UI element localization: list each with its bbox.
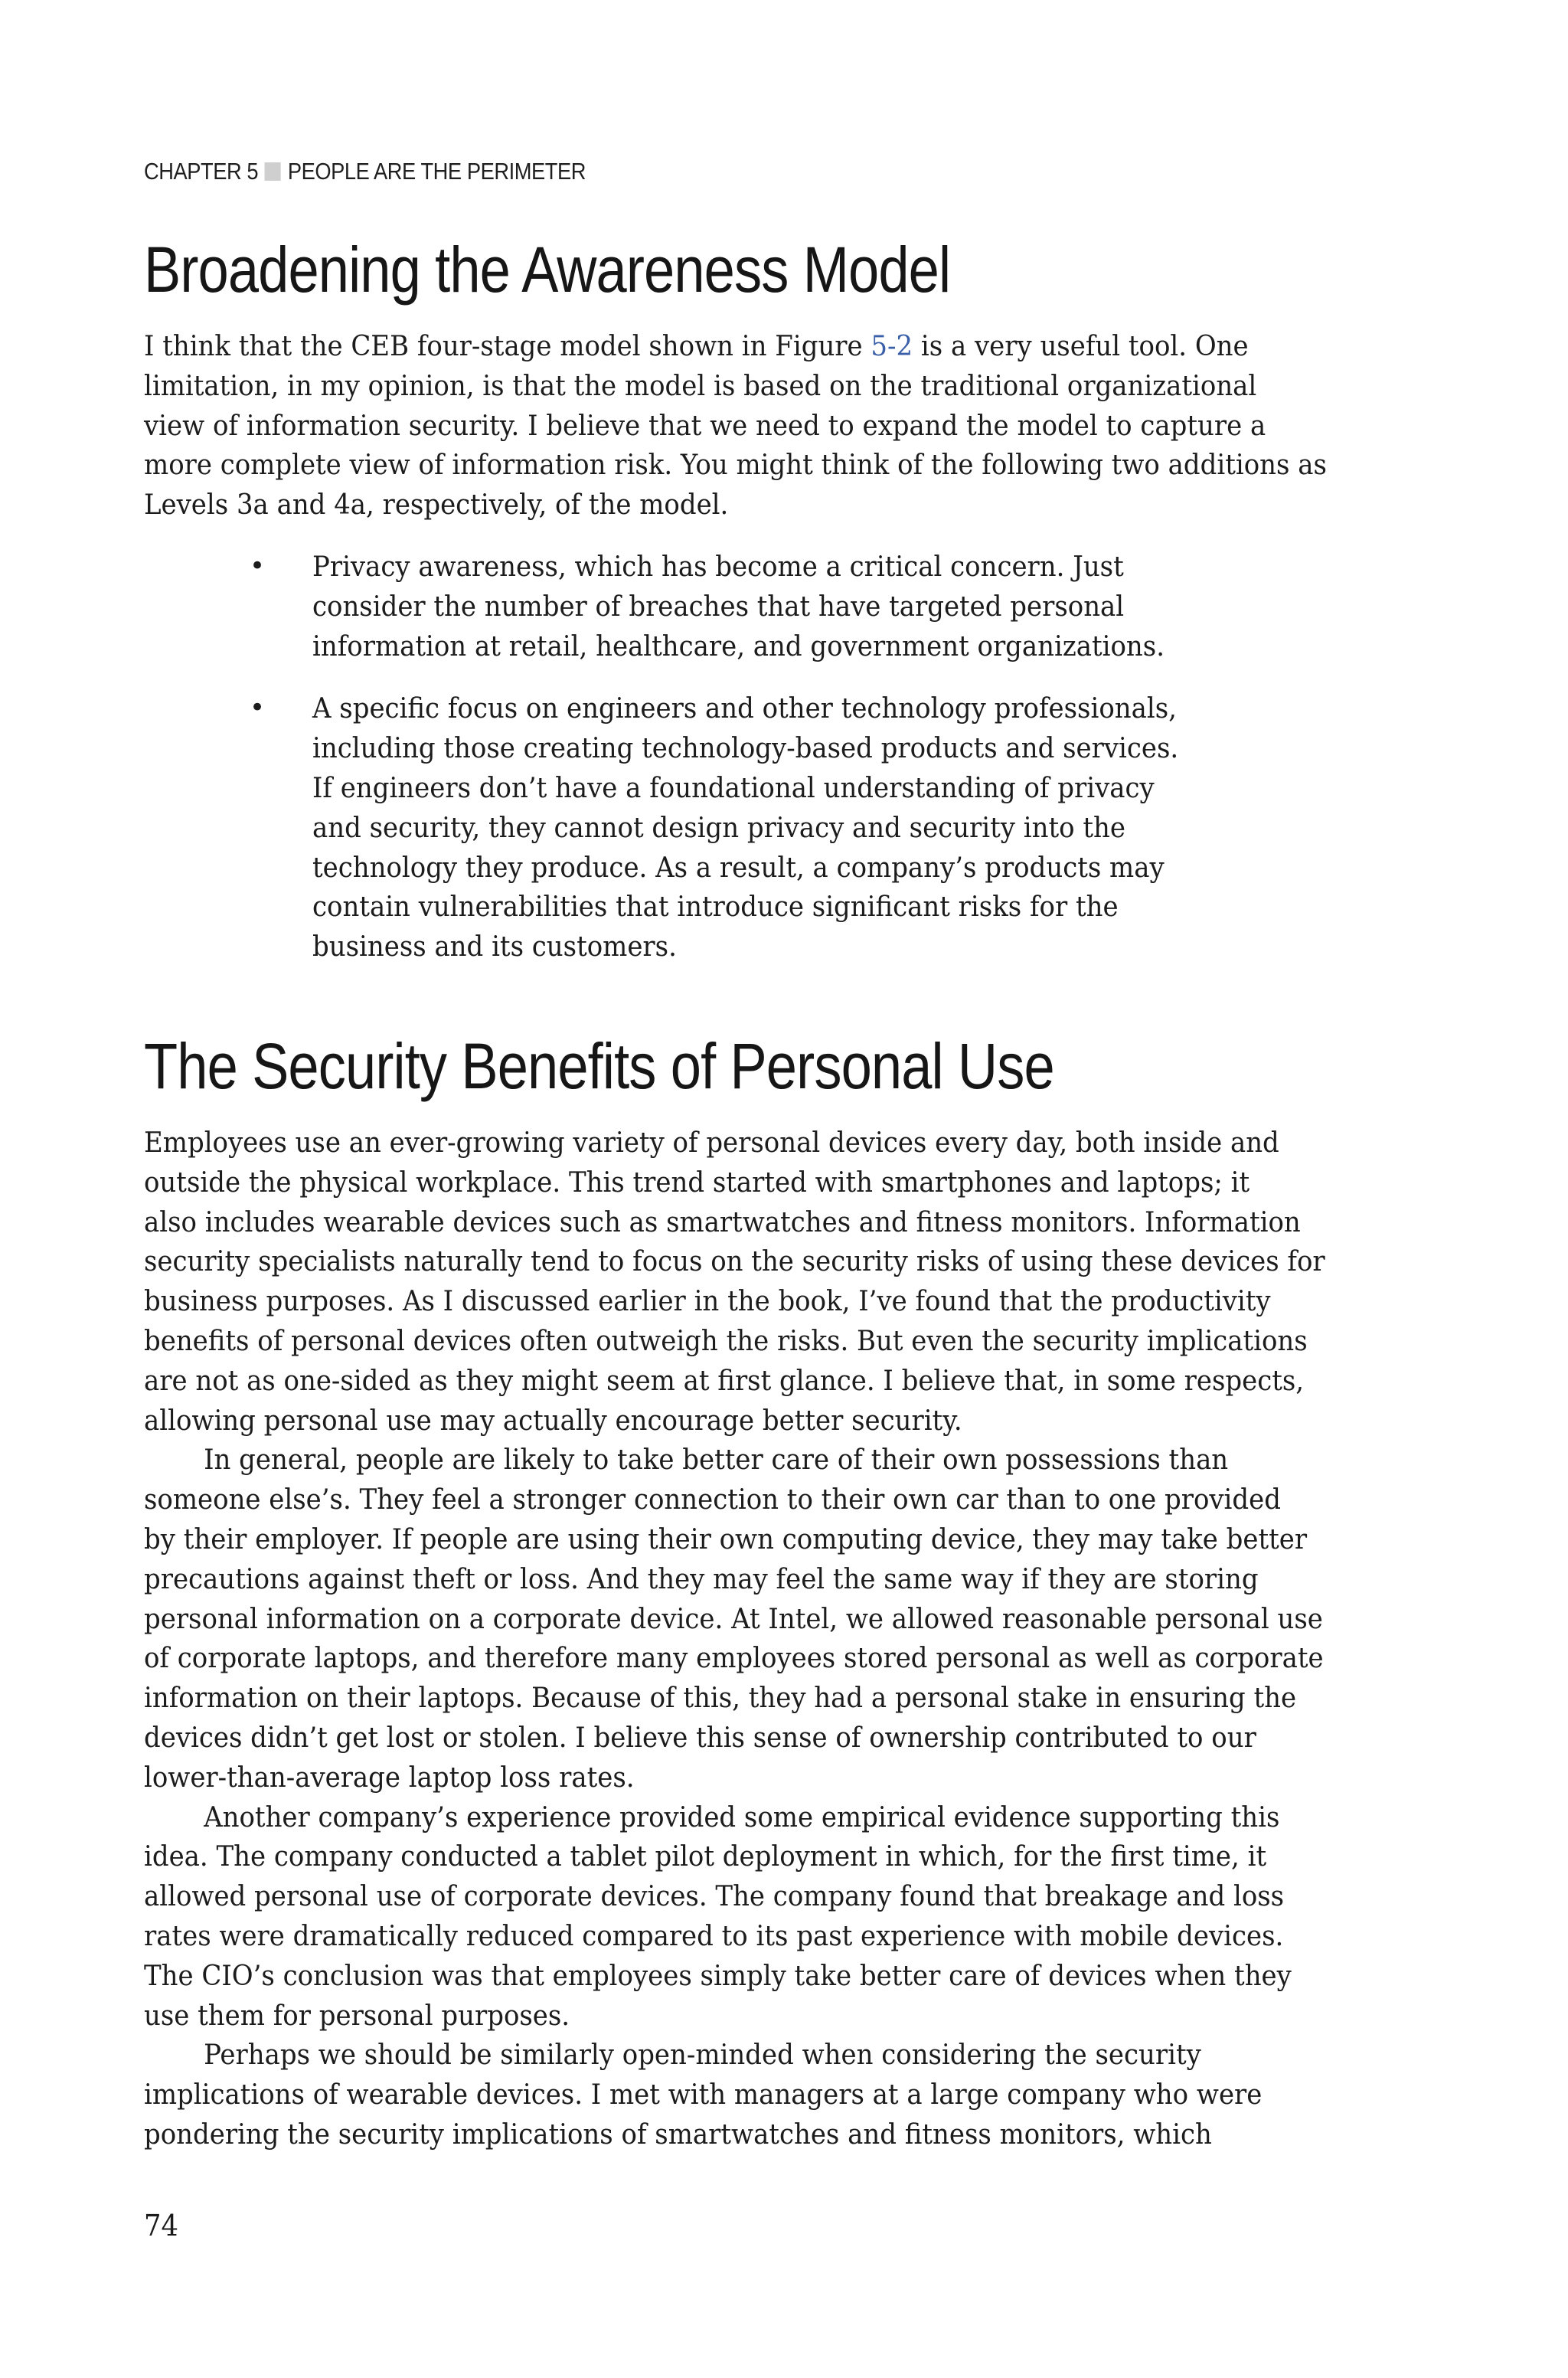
bullet-glyph: • (250, 692, 266, 724)
paragraph-line: someone else’s. They feel a stronger connection to their own car than to one provided (144, 1483, 1281, 1516)
paragraph-line: outside the physical workplace. This trend started with smartphones and laptops; it (144, 1165, 1250, 1199)
paragraph-line: by their employer. If people are using their own computing device, they may take better (144, 1522, 1308, 1555)
paragraph-line: rates were dramatically reduced compared to its past experience with mobile devices. (144, 1918, 1284, 1952)
list-item-line: consider the number of breaches that have targeted personal (312, 589, 1125, 623)
paragraph-line: Levels 3a and 4a, respectively, of the model. (144, 488, 729, 522)
paragraph-line: business purposes. As I discussed earlier in the book, I’ve found that the productivity (144, 1284, 1271, 1318)
paragraph-line: Employees use an ever-growing variety of personal devices every day, both inside and (144, 1126, 1279, 1159)
paragraph-line: In general, people are likely to take better care of their own possessions than (204, 1443, 1229, 1477)
paragraph-line: also includes wearable devices such as smartwatches and fitness monitors. Information (144, 1205, 1301, 1238)
bullet-list (144, 547, 1243, 989)
paragraph-line: implications of wearable devices. I met with managers at a large company who were (144, 2078, 1263, 2111)
list-item-line: business and its customers. (312, 930, 677, 963)
paragraph-line: lower-than-average laptop loss rates. (144, 1760, 635, 1794)
personal-use-text (144, 1123, 1414, 2154)
paragraph-line: of corporate laptops, and therefore many employees stored personal as well as corporate (144, 1641, 1324, 1675)
text-run: I think that the CEB four-stage model shown in Figure (144, 329, 863, 362)
running-head-separator (265, 162, 281, 181)
paragraph-line: personal information on a corporate device. At Intel, we allowed reasonable personal use (144, 1601, 1323, 1635)
running-head-title: PEOPLE ARE THE PERIMETER (287, 158, 586, 185)
list-item (144, 547, 1243, 666)
list-item-line: and security, they cannot design privacy and security into the (312, 810, 1125, 844)
paragraph-line: allowing personal use may actually encourage better security. (144, 1403, 962, 1437)
text-run: is a very useful tool. One (920, 329, 1249, 362)
awareness-paragraph (144, 326, 1416, 525)
paragraph-line: security specialists naturally tend to focus on the security risks of using these devices for (144, 1245, 1325, 1278)
paragraph-line: The CIO’s conclusion was that employees simply take better care of devices when they (144, 1958, 1292, 1992)
list-item-line: A specific focus on engineers and other technology professionals, (312, 692, 1177, 725)
list-item-line: contain vulnerabilities that introduce significant risks for the (312, 890, 1119, 924)
paragraph-line: devices didn’t get lost or stolen. I believe this sense of ownership contributed to our (144, 1720, 1256, 1754)
paragraph-line: use them for personal purposes. (144, 1998, 570, 2032)
running-head (144, 158, 586, 185)
section-heading-personal-use: The Security Benefits of Personal Use (144, 1030, 1054, 1102)
list-item-line: technology they produce. As a result, a company’s products may (312, 850, 1165, 884)
paragraph-line: allowed personal use of corporate devices. The company found that breakage and loss (144, 1879, 1285, 1913)
paragraph-line: information on their laptops. Because of this, they had a personal stake in ensuring the (144, 1681, 1297, 1715)
paragraph-line: Perhaps we should be similarly open-minded when considering the security (204, 2038, 1201, 2072)
paragraph-line: pondering the security implications of smartwatches and fitness monitors, which (144, 2117, 1212, 2151)
list-item-line: If engineers don’t have a foundational understanding of privacy (312, 770, 1155, 804)
list-item-line: Privacy awareness, which has become a critical concern. Just (312, 550, 1124, 583)
paragraph-line: idea. The company conducted a tablet pilot deployment in which, for the first time, it (144, 1840, 1267, 1873)
paragraph-line: view of information security. I believe that we need to expand the model to capture a (144, 408, 1266, 442)
paragraph-line: Another company’s experience provided some empirical evidence supporting this (204, 1800, 1280, 1833)
paragraph-line: limitation, in my opinion, is that the model is based on the traditional organizational (144, 368, 1257, 402)
list-item (144, 689, 1243, 967)
paragraph-line (144, 326, 1327, 366)
paragraph-line: more complete view of information risk. You might think of the following two additions as (144, 448, 1327, 482)
page-number: 74 (144, 2209, 178, 2242)
paragraph-line: are not as one-sided as they might seem at first glance. I believe that, in some respects, (144, 1363, 1305, 1397)
figure-reference-link[interactable]: 5-2 (871, 329, 913, 362)
list-item-line: information at retail, healthcare, and government organizations. (312, 629, 1165, 662)
paragraph-line: benefits of personal devices often outweigh the risks. But even the security implications (144, 1323, 1308, 1357)
list-item-line: including those creating technology-based products and services. (312, 731, 1179, 765)
running-head-chapter: CHAPTER 5 (144, 158, 259, 185)
bullet-glyph: • (250, 551, 266, 581)
section-heading-awareness: Broadening the Awareness Model (144, 234, 951, 306)
paragraph-line: precautions against theft or loss. And they may feel the same way if they are storing (144, 1562, 1259, 1595)
